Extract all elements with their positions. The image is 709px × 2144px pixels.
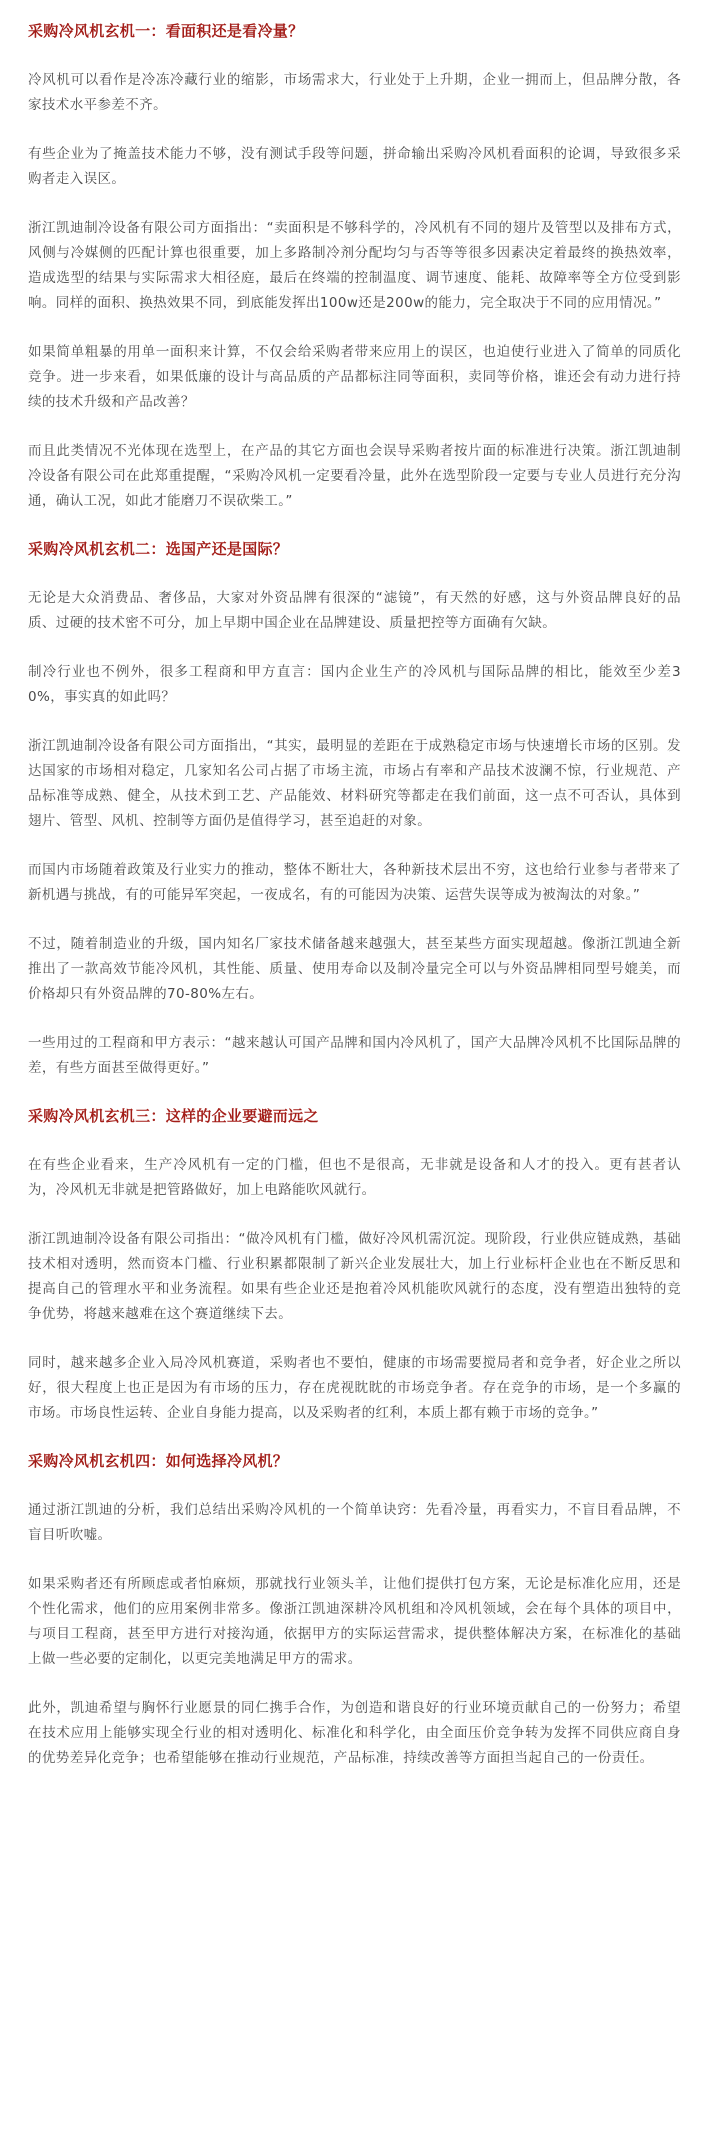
paragraph: 而且此类情况不光体现在选型上，在产品的其它方面也会误导采购者按片面的标准进行决策。浙江凯迪制冷设备有限公司在此郑重提醒，“采购冷风机一定要看冷量，此外在选型阶段一定要与专业人员进行充分沟通，确认工况，如此才能磨刀不误砍柴工。” [28,443,681,509]
paragraph: 不过，随着制造业的升级，国内知名厂家技术储备越来越强大，甚至某些方面实现超越。像浙江凯迪全新推出了一款高效节能冷风机，其性能、质量、使用寿命以及制冷量完全可以与外资品牌相同型号媲美，而价格却只有外资品牌的70-80%左右。 [28,936,681,1002]
section-2 [28,538,681,1081]
section-1 [28,20,681,514]
paragraph: 有些企业为了掩盖技术能力不够，没有测试手段等问题，拼命输出采购冷风机看面积的论调，导致很多采购者走入误区。 [28,146,681,187]
paragraph: 而国内市场随着政策及行业实力的推动，整体不断壮大，各种新技术层出不穷，这也给行业参与者带来了新机遇与挑战，有的可能异军突起，一夜成名，有的可能因为决策、运营失误等成为被淘汰的对象。” [28,862,681,903]
paragraph: 如果简单粗暴的用单一面积来计算，不仅会给采购者带来应用上的误区，也迫使行业进入了简单的同质化竞争。进一步来看，如果低廉的设计与高品质的产品都标注同等面积，卖同等价格，谁还会有动力进行持续的技术升级和产品改善？ [28,344,681,410]
paragraph: 同时，越来越多企业入局冷风机赛道，采购者也不要怕，健康的市场需要搅局者和竞争者，好企业之所以好，很大程度上也正是因为有市场的压力，存在虎视眈眈的市场竞争者。存在竞争的市场，是一个多赢的市场。市场良性运转、企业自身能力提高，以及采购者的红利，本质上都有赖于市场的竞争。” [28,1355,681,1421]
paragraph: 在有些企业看来，生产冷风机有一定的门槛，但也不是很高，无非就是设备和人才的投入。更有甚者认为，冷风机无非就是把管路做好，加上电路能吹风就行。 [28,1157,681,1198]
paragraph: 浙江凯迪制冷设备有限公司方面指出：“卖面积是不够科学的，冷风机有不同的翅片及管型以及排布方式，风侧与冷媒侧的匹配计算也很重要，加上多路制冷剂分配均匀与否等等很多因素决定着最终的换热效率，造成选型的结果与实际需求大相径庭，最后在终端的控制温度、调节速度、能耗、故障率等全方位受到影响。同样的面积、换热效果不同，到底能发挥出100w还是200w的能力，完全取决于不同的应用情况。” [28,220,681,311]
section-3 [28,1105,681,1426]
section-4 [28,1450,681,1771]
paragraph: 制冷行业也不例外，很多工程商和甲方直言：国内企业生产的冷风机与国际品牌的相比，能效至少差30%，事实真的如此吗？ [28,664,681,705]
paragraph: 一些用过的工程商和甲方表示：“越来越认可国产品牌和国内冷风机了，国产大品牌冷风机不比国际品牌的差，有些方面甚至做得更好。” [28,1035,681,1076]
paragraph: 浙江凯迪制冷设备有限公司方面指出，“其实，最明显的差距在于成熟稳定市场与快速增长市场的区别。发达国家的市场相对稳定，几家知名公司占据了市场主流，市场占有率和产品技术波澜不惊，行业规范、产品标准等成熟、健全，从技术到工艺、产品能效、材料研究等都走在我们前面，这一点不可否认，具体到翅片、管型、风机、控制等方面仍是值得学习，甚至追赶的对象。 [28,738,681,829]
paragraph: 此外，凯迪希望与胸怀行业愿景的同仁携手合作，为创造和谐良好的行业环境贡献自己的一份努力；希望在技术应用上能够实现全行业的相对透明化、标准化和科学化，由全面压价竞争转为发挥不同供应商自身的优势差异化竞争；也希望能够在推动行业规范，产品标准，持续改善等方面担当起自己的一份责任。 [28,1700,681,1766]
section-heading: 采购冷风机玄机二：选国产还是国际？ [28,540,289,558]
section-heading: 采购冷风机玄机一：看面积还是看冷量？ [28,22,304,40]
paragraph: 如果采购者还有所顾虑或者怕麻烦，那就找行业领头羊，让他们提供打包方案，无论是标准化应用，还是个性化需求，他们的应用案例非常多。像浙江凯迪深耕冷风机组和冷风机领域，会在每个具体的项目中，与项目工程商，甚至甲方进行对接沟通，依据甲方的实际运营需求，提供整体解决方案，在标准化的基础上做一些必要的定制化，以更完美地满足甲方的需求。 [28,1576,681,1667]
section-heading: 采购冷风机玄机三：这样的企业要避而远之 [28,1107,319,1125]
paragraph: 无论是大众消费品、奢侈品，大家对外资品牌有很深的“滤镜”，有天然的好感，这与外资品牌良好的品质、过硬的技术密不可分，加上早期中国企业在品牌建设、质量把控等方面确有欠缺。 [28,590,681,631]
paragraph: 冷风机可以看作是冷冻冷藏行业的缩影，市场需求大，行业处于上升期，企业一拥而上，但品牌分散，各家技术水平参差不齐。 [28,72,681,113]
paragraph: 通过浙江凯迪的分析，我们总结出采购冷风机的一个简单诀窍：先看冷量，再看实力，不盲目看品牌，不盲目听吹嘘。 [28,1502,681,1543]
paragraph: 浙江凯迪制冷设备有限公司指出：“做冷风机有门槛，做好冷风机需沉淀。现阶段，行业供应链成熟，基础技术相对透明，然而资本门槛、行业积累都限制了新兴企业发展壮大，加上行业标杆企业也在不断反思和提高自己的管理水平和业务流程。如果有些企业还是抱着冷风机能吹风就行的态度，没有塑造出独特的竞争优势，将越来越难在这个赛道继续下去。 [28,1231,681,1322]
section-heading: 采购冷风机玄机四：如何选择冷风机？ [28,1452,289,1470]
